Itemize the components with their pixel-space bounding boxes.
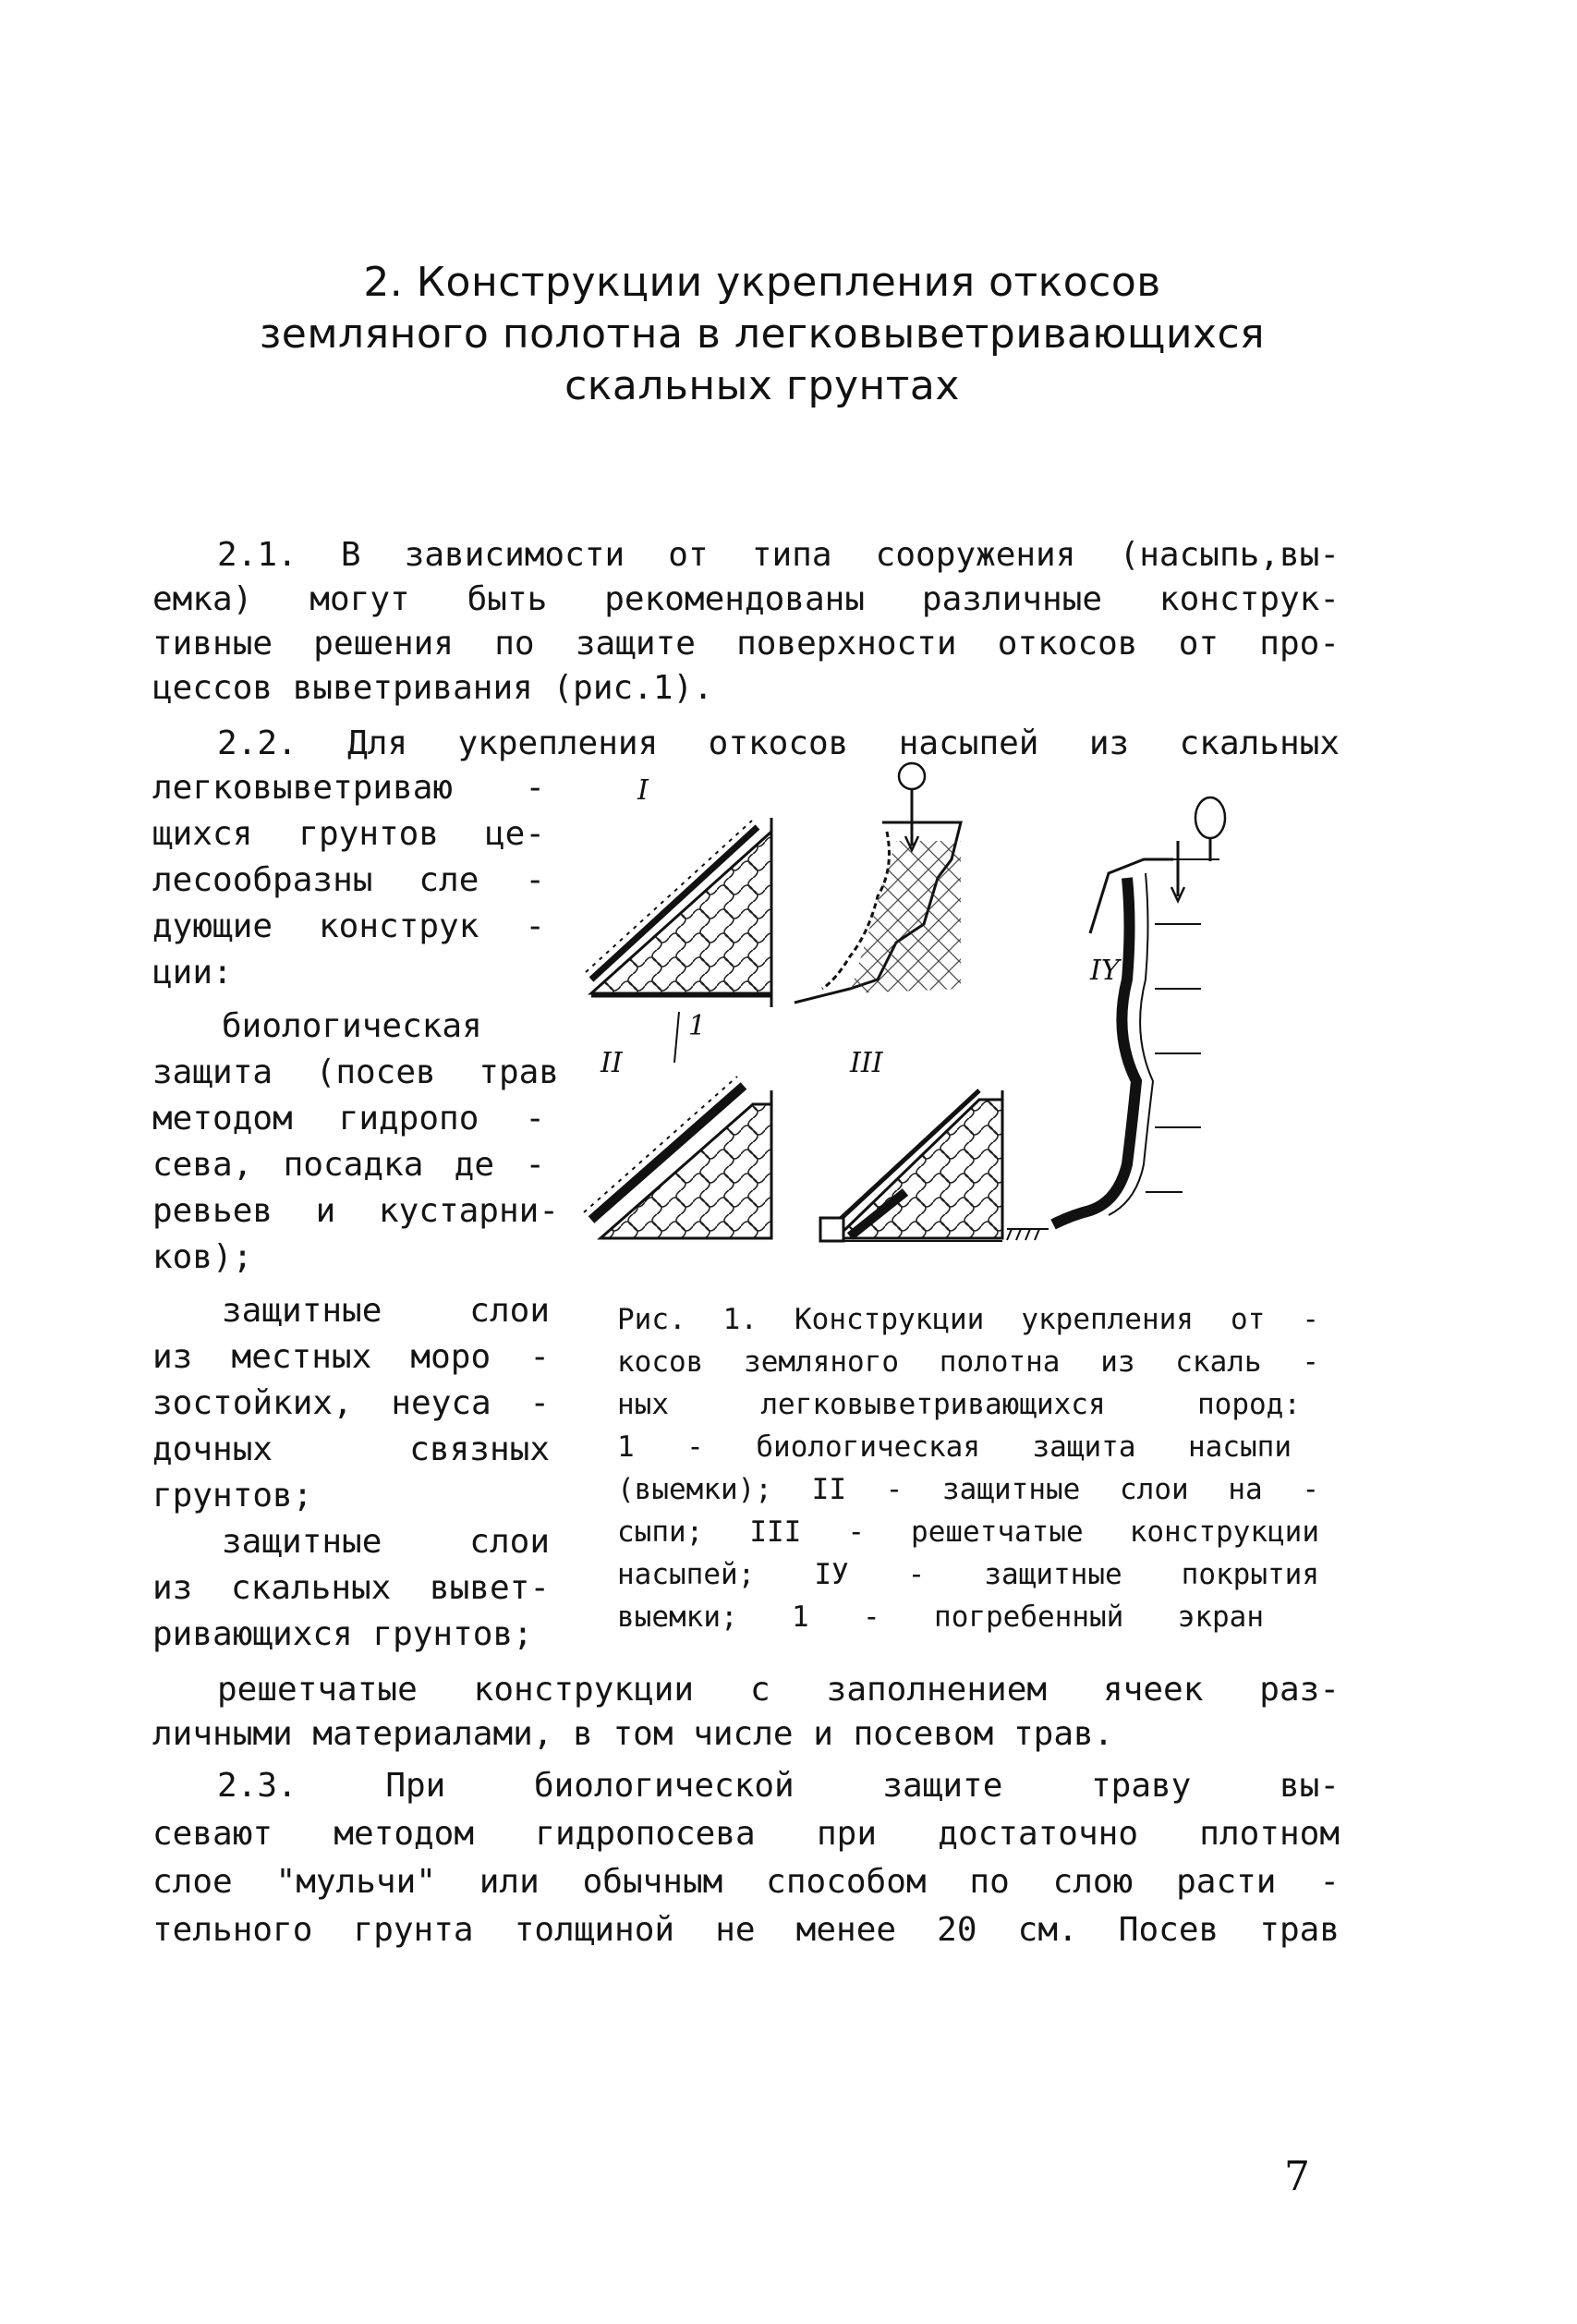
figure-embankment-III-drawing — [820, 1090, 1002, 1241]
para-2-3-line: 2.3. При биологической защите траву вы- — [217, 1767, 1340, 1805]
para-2-2-column-line: дующие конструк - — [152, 907, 545, 945]
para-2-2-column-line: дочных связных — [152, 1430, 550, 1468]
section-heading-line-3: скальных грунтах — [564, 362, 960, 409]
figure-label-IY: IY — [1090, 955, 1120, 987]
para-2-2-column-line: защитные слои — [222, 1292, 550, 1330]
para-2-2-column-line: зостойких, неуса - — [152, 1384, 550, 1422]
para-2-1-line: тивные решения по защите поверхности откосов от про- — [152, 625, 1340, 663]
para-2-2-column-line: защита (посев трав — [152, 1053, 559, 1091]
para-2-1-line: цессов выветривания (рис.1). — [152, 669, 713, 707]
figure-caption-line: насыпей; IУ - защитные покрытия — [617, 1558, 1319, 1591]
para-2-2-after-line: решетчатые конструкции с заполнением ячеек раз- — [217, 1671, 1340, 1709]
para-2-2-first-line: 2.2. Для укрепления откосов насыпей из скальных — [217, 724, 1340, 762]
figure-caption-line: (выемки); II - защитные слои на - — [617, 1473, 1319, 1506]
para-2-3-line: севают методом гидропосева при достаточно плотном — [152, 1815, 1340, 1853]
para-2-2-column-line: щихся грунтов це- — [152, 815, 545, 853]
figure-caption-line: 1 - биологическая защита насыпи — [617, 1430, 1292, 1464]
figure-caption-line: выемки; 1 - погребенный экран — [617, 1600, 1264, 1634]
section-heading-line-2: земляного полотна в легковыветривающихся — [259, 310, 1266, 358]
para-2-2-column-line: лесообразны сле - — [152, 861, 545, 899]
para-2-2-column-line: ков); — [152, 1238, 253, 1276]
para-2-2-column-line: защитные слои — [222, 1523, 550, 1561]
figure-embankment-II-drawing — [584, 1077, 771, 1238]
figure-label-I: I — [637, 774, 649, 807]
para-2-2-column-line: биологическая — [222, 1007, 482, 1045]
figure-embankment-I-drawing — [586, 818, 771, 1007]
figure-slope-constructions — [573, 758, 1340, 1275]
figure-label-II: II — [600, 1047, 623, 1079]
para-2-2-after-line: личными материалами, в том числе и посевом трав. — [152, 1715, 1114, 1753]
page-number: 7 — [1284, 2153, 1310, 2200]
para-2-3-line: слое "мульчи" или обычным способом по слою расти - — [152, 1863, 1340, 1901]
para-2-2-column-line: легковыветриваю - — [152, 769, 545, 807]
section-heading-line-1: 2. Конструкции укрепления откосов — [363, 259, 1161, 306]
figure-cut-IV-drawing — [1007, 797, 1225, 1240]
figure-caption-line: косов земляного полотна из скаль - — [617, 1345, 1319, 1379]
para-2-2-column-line: из скальных вывет- — [152, 1569, 550, 1607]
para-2-2-column-line: ревьев и кустарни- — [152, 1192, 559, 1230]
para-2-2-column-line: из местных моро - — [152, 1338, 550, 1376]
para-2-1-line: 2.1. В зависимости от типа сооружения (насыпь,вы- — [217, 536, 1340, 574]
para-2-1-line: емка) могут быть рекомендованы различные конструк- — [152, 580, 1340, 618]
figure-cut-slope-I-drawing — [795, 763, 961, 1003]
figure-caption-line: сыпи; III - решетчатые конструкции — [617, 1515, 1319, 1549]
para-2-3-line: тельного грунта толщиной не менее 20 см. Посев трав — [152, 1911, 1340, 1949]
para-2-2-column-line: ривающихся грунтов; — [152, 1615, 533, 1653]
para-2-2-column-line: ции: — [152, 954, 233, 992]
figure-label-III: III — [850, 1047, 883, 1079]
figure-caption-line: ных легковыветривающихся пород: — [617, 1388, 1301, 1421]
para-2-2-column-line: грунтов; — [152, 1477, 313, 1515]
para-2-2-column-line: методом гидропо - — [152, 1100, 545, 1138]
figure-caption-line: Рис. 1. Конструкции укрепления от - — [617, 1303, 1319, 1336]
figure-label-1: 1 — [688, 1010, 707, 1042]
para-2-2-column-line: сева, посадка де - — [152, 1146, 545, 1184]
